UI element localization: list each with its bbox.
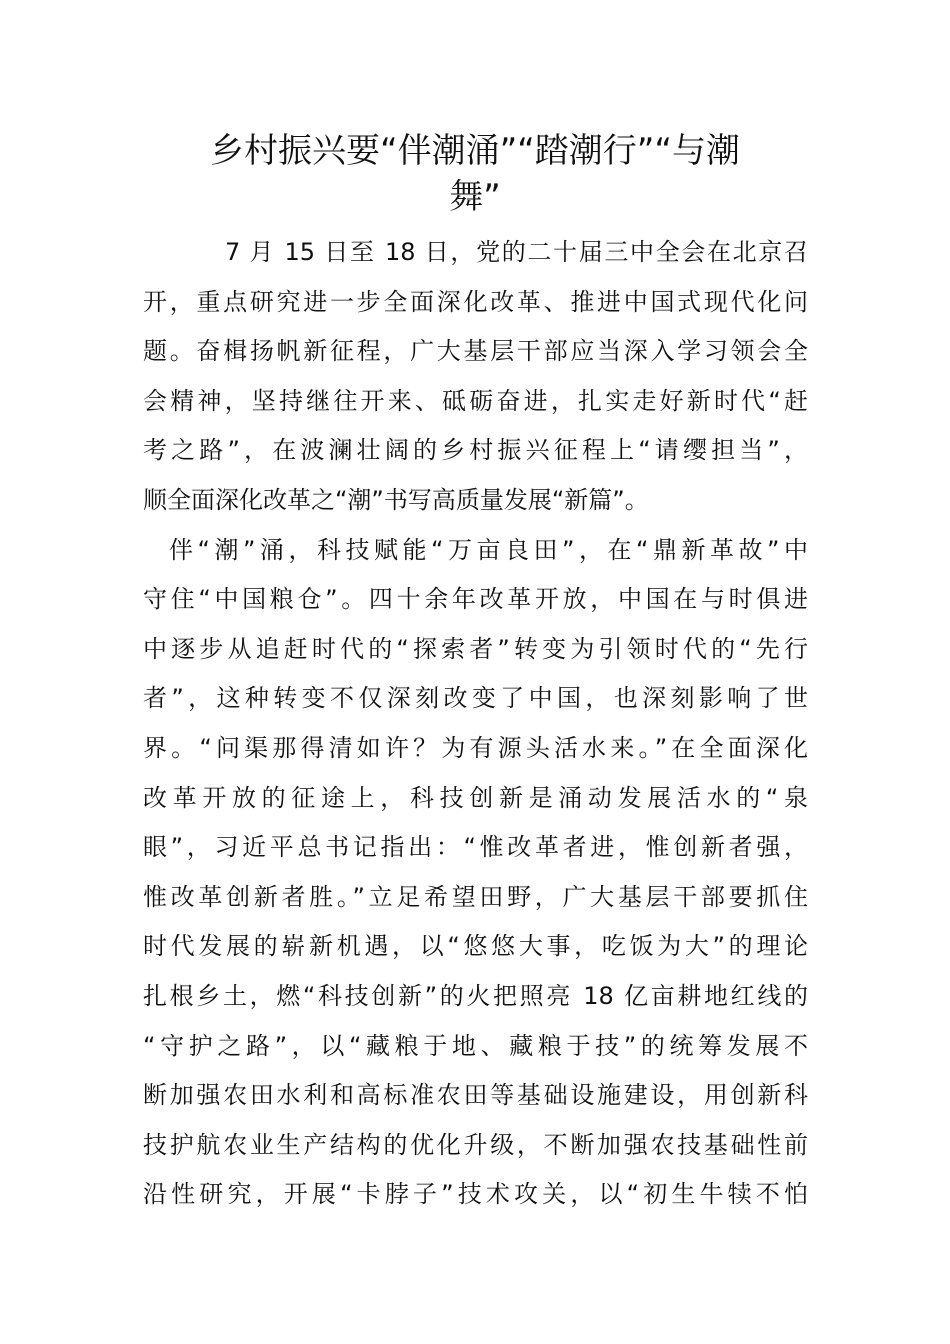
text-line: 眼”，习近平总书记指出：“惟改革者进，惟创新者强， (143, 833, 808, 862)
text-line: 断加强农田水利和高标准农田等基础设施建设，用创新科 (143, 1081, 808, 1110)
text-line: 技护航农业生产结构的优化升级，不断加强农技基础性前 (143, 1130, 808, 1159)
document-body (143, 228, 808, 1220)
title-line: 乡村振兴要“伴潮涌”“踏潮行”“与潮 (209, 131, 741, 171)
text-line: 者”，这种转变不仅深刻改变了中国，也深刻影响了世 (143, 684, 808, 713)
text-line: 顺全面深化改革之“潮”书写高质量发展“新篇”。 (143, 485, 649, 514)
text-line: 时代发展的崭新机遇，以“悠悠大事，吃饭为大”的理论 (143, 932, 808, 961)
text-line: 会精神，坚持继往开来、砥砺奋进，扎实走好新时代“赶 (143, 386, 808, 415)
document-title (140, 128, 810, 220)
text-line: 界。“问渠那得清如许？为有源头活水来。”在全面深化 (143, 733, 808, 762)
text-line: 改革开放的征途上，科技创新是涌动发展活水的“泉 (143, 783, 808, 812)
text-line: 沿性研究，开展“卡脖子”技术攻关，以“初生牛犊不怕 (143, 1180, 808, 1209)
text-line: 惟改革创新者胜。”立足希望田野，广大基层干部要抓住 (143, 882, 808, 911)
text-line: 开，重点研究进一步全面深化改革、推进中国式现代化问 (143, 287, 808, 316)
text-line: 7 月 15 日至 18 日，党的二十届三中全会在北京召 (225, 238, 808, 266)
text-line: 守住“中国粮仓”。四十余年改革开放，中国在与时俱进 (143, 585, 808, 614)
text-line: 伴“潮”涌，科技赋能“万亩良田”，在“鼎新革故”中 (169, 535, 808, 564)
paragraph-1 (143, 228, 808, 526)
text-line: 中逐步从追赶时代的“探索者”转变为引领时代的“先行 (143, 634, 808, 663)
title-line: 舞” (449, 177, 501, 217)
text-line: 扎根乡土，燃“科技创新”的火把照亮 18 亿亩耕地红线的 (143, 981, 808, 1010)
text-line: 题。奋楫扬帆新征程，广大基层干部应当深入学习领会全 (143, 337, 808, 366)
text-line: 考之路”，在波澜壮阔的乡村振兴征程上“请缨担当”， (143, 436, 808, 465)
text-line: “守护之路”，以“藏粮于地、藏粮于技”的统筹发展不 (143, 1031, 808, 1060)
paragraph-2 (143, 526, 808, 1220)
